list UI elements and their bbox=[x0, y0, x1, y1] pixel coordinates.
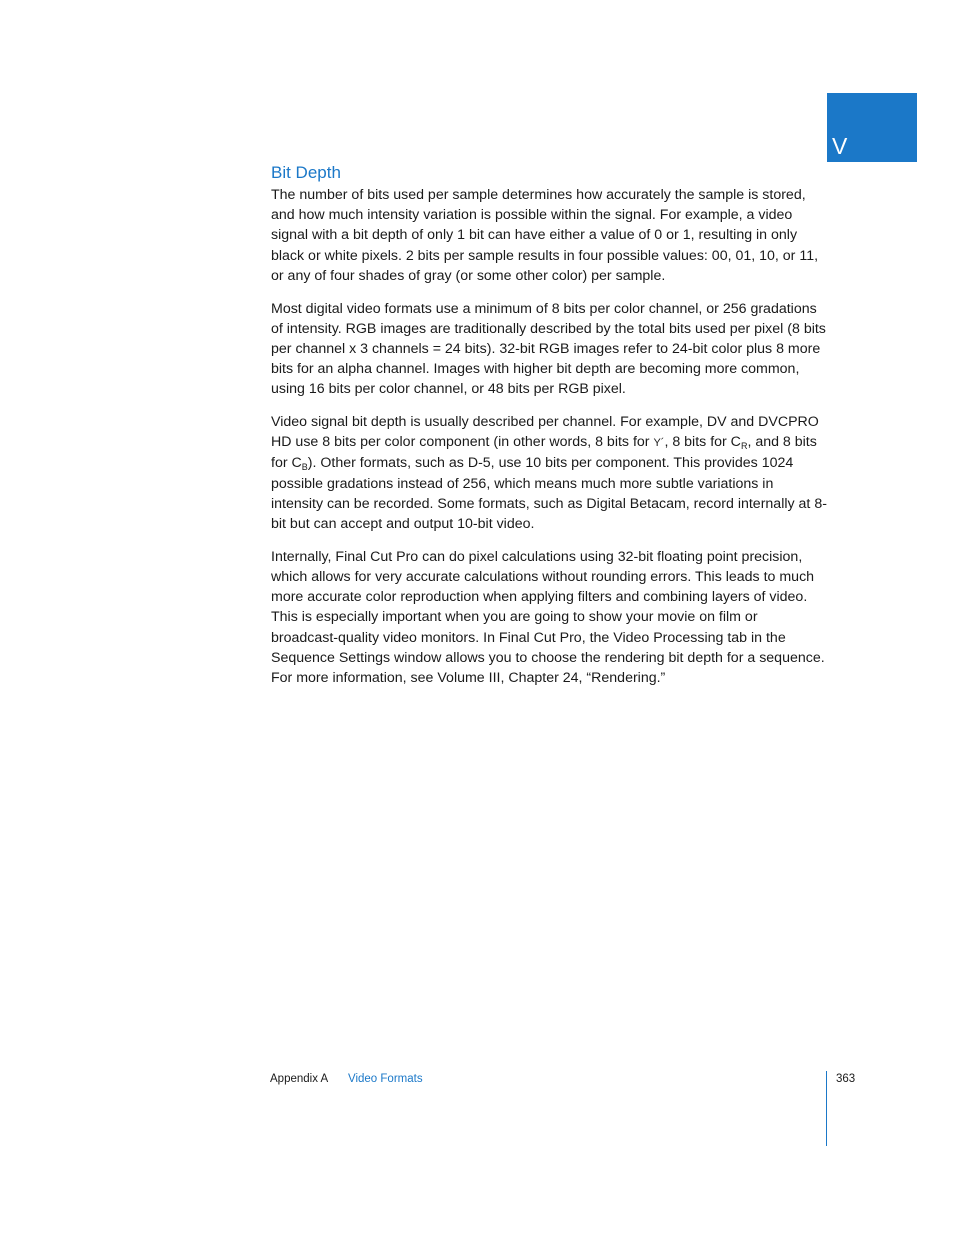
section-heading: Bit Depth bbox=[271, 163, 341, 182]
paragraph-3-part-3: , and 8 bits for C bbox=[271, 434, 817, 472]
footer-chapter-link[interactable]: Video Formats bbox=[348, 1073, 423, 1085]
paragraph-3-part-4: ). Other formats, such as D-5, use 10 bits per component. This provides 1024 possible gradations instead of 256, which means much more subtle variations in intensity can be recorded. Some formats, such as Digital Betacam, record internally at 8-bit but can accept and output 10-bit video. bbox=[271, 455, 827, 533]
page-number: 363 bbox=[836, 1073, 856, 1085]
paragraph-4: Internally, Final Cut Pro can do pixel calculations using 32-bit floating point precision, which allows for very accurate calculations without rounding errors. This leads to much more accurate color reproduction when applying filters and combining layers of video. This is especially important when you are going to show your movie on film or broadcast-quality video monitors. In Final Cut Pro, the Video Processing tab in the Sequence Settings window allows you to choose the rendering bit depth for a sequence. For more information, see Volume III, Chapter 24, “Rendering.” bbox=[271, 548, 825, 686]
subscript-b: B bbox=[301, 462, 308, 473]
paragraph-2: Most digital video formats use a minimum of 8 bits per color channel, or 256 gradations of intensity. RGB images are traditionally described by the total bits used per pixel (8 bits per channel x 3 channels = 24 bits). 32-bit RGB images refer to 24-bit color plus 8 more bits for an alpha channel. Images with higher bit depth are becoming more common, using 16 bits per color channel, or 48 bits per RGB pixel. bbox=[271, 300, 826, 398]
paragraph-3 bbox=[271, 412, 827, 534]
chapter-tab-letter: V bbox=[832, 133, 848, 159]
y-prime-symbol: Y´ bbox=[653, 437, 665, 450]
paragraph-3-part-1: Video signal bit depth is usually described per channel. For example, DV and DVCPRO HD use 8 bits per color component (in other words, 8 bits for bbox=[271, 414, 819, 451]
subscript-r: R bbox=[740, 441, 748, 452]
chapter-tab bbox=[827, 93, 917, 162]
body-text bbox=[271, 185, 827, 701]
paragraph-3-part-2: , 8 bits for C bbox=[664, 434, 741, 451]
paragraph-1: The number of bits used per sample determines how accurately the sample is stored, and how much intensity variation is possible within the signal. For example, a video signal with a bit depth of only 1 bit can have either a value of 0 or 1, resulting in only black or white pixels. 2 bits per sample results in four possible values: 00, 01, 10, or 11, or any of four shades of gray (or some other color) per sample. bbox=[271, 187, 819, 284]
footer-divider bbox=[826, 1071, 827, 1146]
footer-appendix-label: Appendix A bbox=[270, 1073, 329, 1085]
